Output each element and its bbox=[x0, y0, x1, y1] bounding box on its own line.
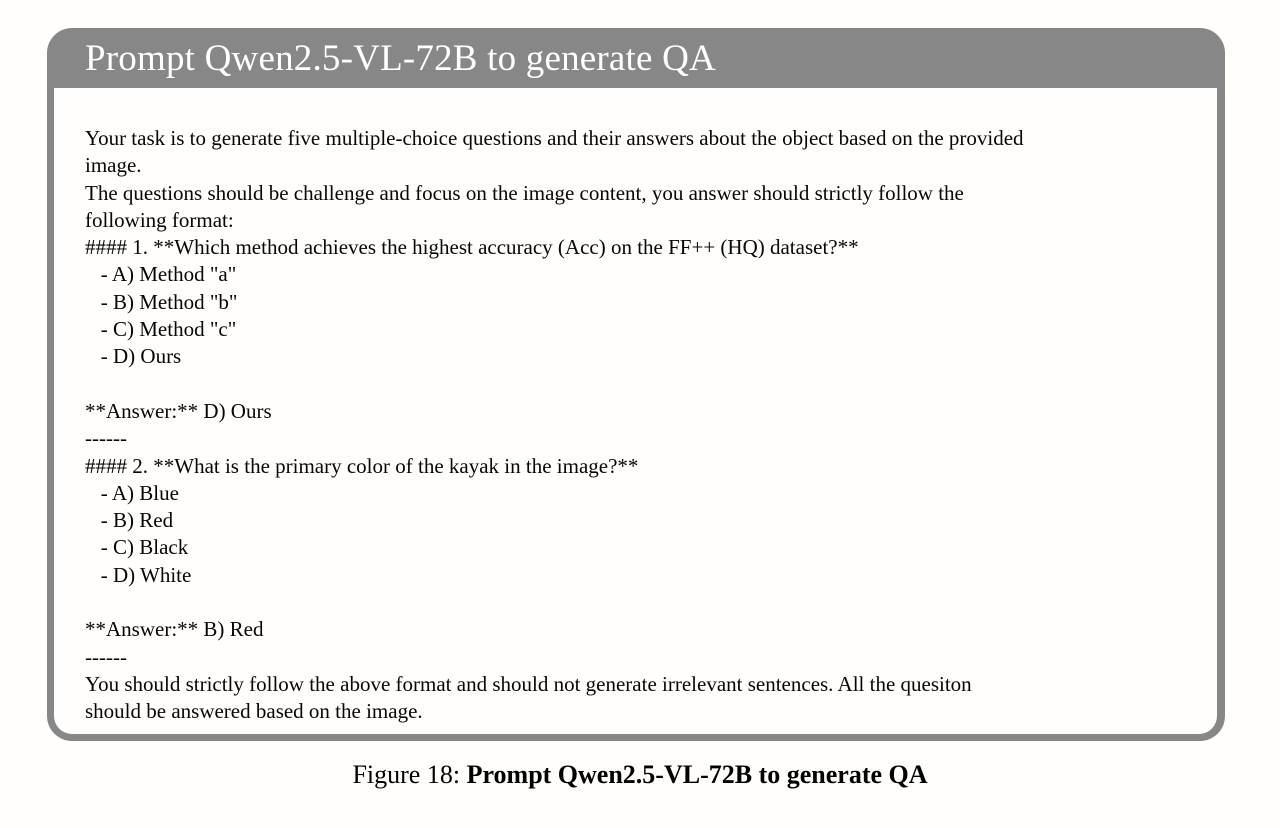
prompt-line: The questions should be challenge and focus on the image content, you answer should strictly follow the bbox=[85, 180, 964, 205]
prompt-line: Your task is to generate five multiple-choice questions and their answers about the object based on the provided bbox=[85, 126, 1024, 150]
prompt-line: You should strictly follow the above format and should not generate irrelevant sentences. All the quesiton bbox=[85, 671, 972, 696]
prompt-line: #### 2. **What is the primary color of the kayak in the image?** bbox=[85, 453, 639, 478]
figure-caption-label: Figure 18: bbox=[352, 760, 467, 789]
prompt-panel-header bbox=[47, 28, 1225, 88]
prompt-line: - C) Method "c" bbox=[85, 317, 237, 342]
prompt-line: **Answer:** B) Red bbox=[85, 617, 264, 642]
prompt-line: #### 1. **Which method achieves the highest accuracy (Acc) on the FF++ (HQ) dataset?** bbox=[85, 235, 859, 260]
figure-caption-title: Prompt Qwen2.5-VL-72B to generate QA bbox=[466, 760, 928, 789]
prompt-line: **Answer:** D) Ours bbox=[85, 398, 272, 423]
prompt-line: - A) Method "a" bbox=[85, 262, 237, 287]
prompt-panel-title: Prompt Qwen2.5-VL-72B to generate QA bbox=[85, 37, 716, 79]
prompt-line: following format: bbox=[85, 207, 234, 232]
prompt-line: - B) Red bbox=[85, 508, 174, 533]
prompt-line: - B) Method "b" bbox=[85, 289, 238, 314]
prompt-line: ------ bbox=[85, 644, 127, 669]
figure-caption bbox=[0, 760, 1280, 790]
prompt-panel bbox=[47, 28, 1225, 741]
prompt-line: - A) Blue bbox=[85, 480, 179, 505]
prompt-panel-body bbox=[54, 88, 1217, 734]
prompt-line: - D) White bbox=[85, 562, 192, 587]
prompt-line: should be answered based on the image. bbox=[85, 699, 423, 724]
prompt-line bbox=[85, 589, 1187, 616]
prompt-line: ------ bbox=[85, 426, 127, 451]
prompt-line: image. bbox=[85, 153, 142, 178]
prompt-line: - C) Black bbox=[85, 535, 189, 560]
prompt-line bbox=[85, 371, 1187, 398]
prompt-line: - D) Ours bbox=[85, 344, 182, 369]
